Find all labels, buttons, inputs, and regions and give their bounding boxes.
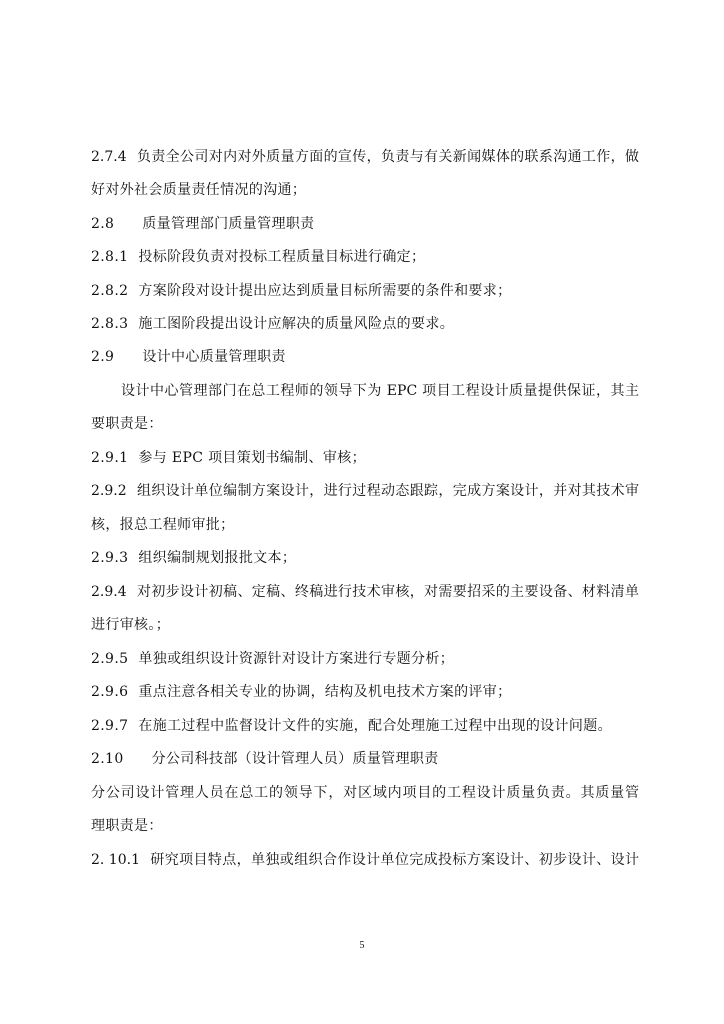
clause-text: 单独或组织设计资源针对设计方案进行专题分析； bbox=[138, 651, 455, 667]
paragraph-line bbox=[91, 181, 639, 199]
section-heading bbox=[91, 215, 639, 233]
clause-text: 施工图阶段提出设计应解决的质量风险点的要求。 bbox=[138, 316, 455, 332]
clause-number: 2.9.7 bbox=[91, 718, 129, 734]
paragraph-line bbox=[91, 549, 639, 567]
clause-text: 负责全公司对内对外质量方面的宣传，负责与有关新闻媒体的联系沟通工作，做 bbox=[136, 149, 639, 165]
clause-number: 2.8.3 bbox=[91, 316, 129, 332]
paragraph-text: 设计中心管理部门在总工程师的领导下为 EPC 项目工程设计质量提供保证，其主 bbox=[121, 383, 639, 399]
paragraph-line bbox=[91, 516, 639, 534]
clause-text: 投标阶段负责对投标工程质量目标进行确定； bbox=[138, 249, 426, 265]
paragraph-line bbox=[91, 784, 639, 802]
section-title: 设计中心质量管理职责 bbox=[142, 349, 286, 365]
clause-number: 2. 10.1 bbox=[91, 852, 140, 868]
paragraph-line bbox=[91, 248, 639, 266]
section-heading bbox=[91, 750, 639, 768]
paragraph-line bbox=[91, 482, 639, 500]
paragraph-line bbox=[91, 583, 639, 601]
clause-text: 研究项目特点，单独或组织合作设计单位完成投标方案设计、初步设计、设计 bbox=[149, 852, 639, 868]
paragraph-text: 理职责是： bbox=[91, 818, 163, 834]
clause-text: 进行审核。； bbox=[91, 617, 171, 633]
clause-number: 2.9.2 bbox=[91, 483, 127, 499]
section-title: 分公司科技部（设计管理人员）质量管理职责 bbox=[151, 751, 439, 767]
section-heading bbox=[91, 348, 639, 366]
paragraph-line bbox=[91, 817, 639, 835]
paragraph-line bbox=[91, 148, 639, 166]
clause-number: 2.9.6 bbox=[91, 684, 129, 700]
section-number: 2.9 bbox=[91, 349, 115, 365]
paragraph-line bbox=[91, 717, 639, 735]
paragraph-line bbox=[91, 650, 639, 668]
clause-text: 重点注意各相关专业的协调，结构及机电技术方案的评审； bbox=[138, 684, 512, 700]
paragraph-line bbox=[91, 616, 639, 634]
clause-text: 组织编制规划报批文本； bbox=[138, 550, 297, 566]
section-number: 2.8 bbox=[91, 216, 115, 232]
clause-number: 2.7.4 bbox=[91, 149, 127, 165]
clause-text: 核，报总工程师审批； bbox=[91, 517, 235, 533]
clause-text: 参与 EPC 项目策划书编制、审核； bbox=[138, 450, 366, 466]
clause-text: 方案阶段对设计提出应达到质量目标所需要的条件和要求； bbox=[138, 283, 512, 299]
paragraph-line bbox=[91, 282, 639, 300]
clause-text: 组织设计单位编制方案设计，进行过程动态跟踪，完成方案设计，并对其技术审 bbox=[136, 483, 639, 499]
page-number: 5 bbox=[359, 940, 365, 951]
clause-text: 好对外社会质量责任情况的沟通； bbox=[91, 182, 307, 198]
paragraph-line bbox=[91, 415, 639, 433]
section-number: 2.10 bbox=[91, 751, 124, 767]
clause-number: 2.9.1 bbox=[91, 450, 129, 466]
clause-text: 对初步设计初稿、定稿、终稿进行技术审核，对需要招采的主要设备、材料清单 bbox=[136, 584, 639, 600]
clause-number: 2.9.4 bbox=[91, 584, 127, 600]
paragraph-text: 分公司设计管理人员在总工的领导下，对区域内项目的工程设计质量负责。其质量管 bbox=[91, 785, 639, 801]
clause-number: 2.8.1 bbox=[91, 249, 129, 265]
paragraph-line bbox=[121, 382, 639, 400]
paragraph-line bbox=[91, 683, 639, 701]
paragraph-line bbox=[91, 315, 639, 333]
section-title: 质量管理部门质量管理职责 bbox=[142, 216, 315, 232]
clause-number: 2.9.5 bbox=[91, 651, 129, 667]
paragraph-line bbox=[91, 449, 639, 467]
paragraph-text: 要职责是： bbox=[91, 416, 163, 432]
clause-number: 2.9.3 bbox=[91, 550, 129, 566]
clause-number: 2.8.2 bbox=[91, 283, 129, 299]
paragraph-line bbox=[91, 851, 639, 869]
clause-text: 在施工过程中监督设计文件的实施，配合处理施工过程中出现的设计问题。 bbox=[138, 718, 612, 734]
